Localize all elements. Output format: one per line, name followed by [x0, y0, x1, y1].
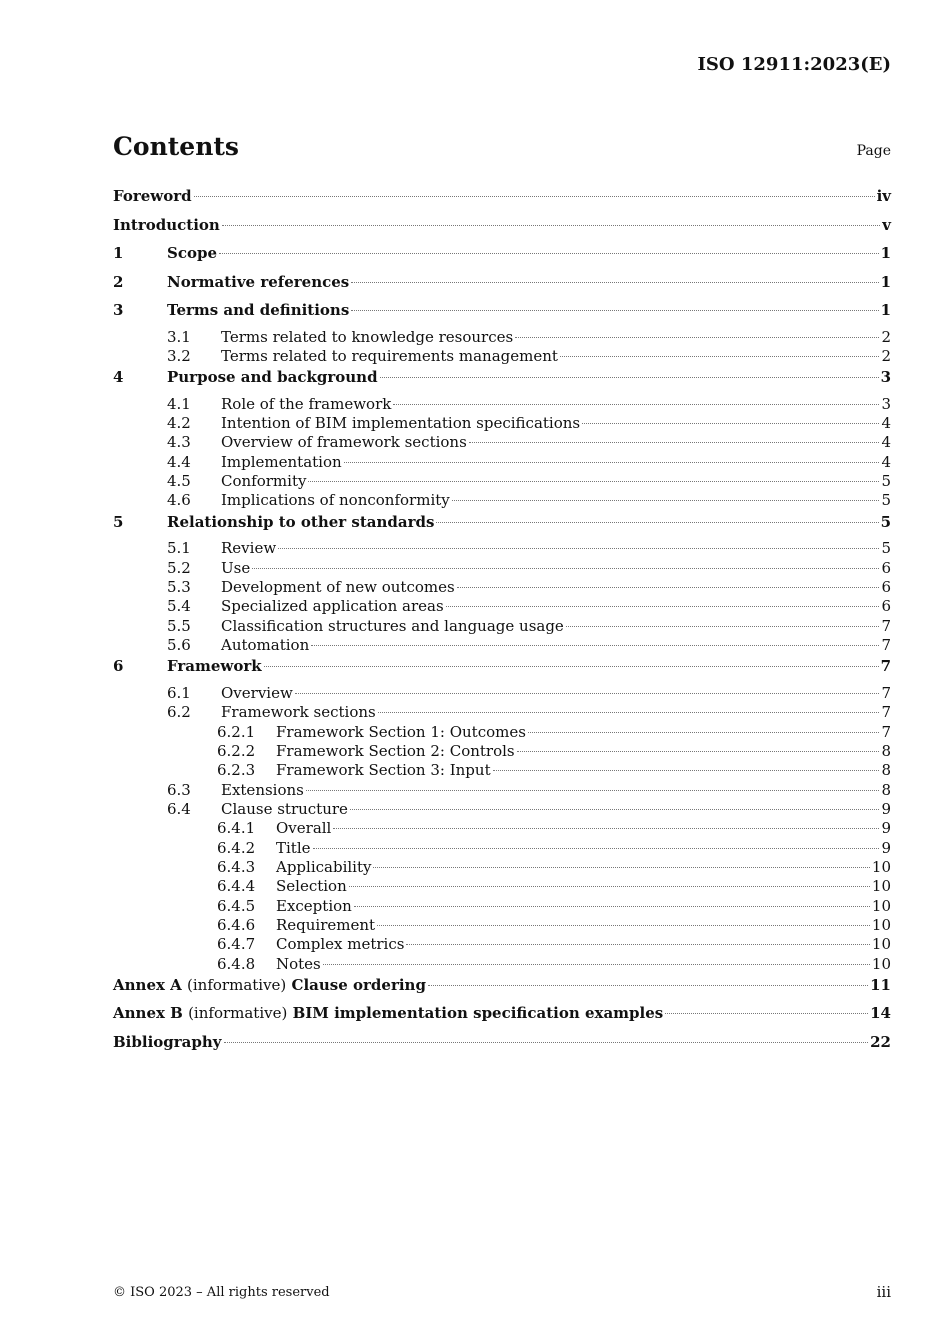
toc-entry[interactable] [113, 539, 891, 558]
toc-entry-page: 8 [881, 761, 891, 780]
toc-entry[interactable] [113, 453, 891, 472]
toc-entry-number: 6.2.1 [217, 722, 256, 741]
dot-leader [306, 790, 880, 791]
toc-entry[interactable] [113, 433, 891, 452]
toc-entry[interactable] [113, 472, 891, 491]
toc-entry-number: 5.3 [167, 577, 191, 596]
toc-entry-title: Framework Section 2: Controls [276, 741, 515, 760]
toc-entry-number: 4.2 [167, 414, 191, 433]
dot-leader [351, 310, 878, 311]
dot-leader [350, 809, 880, 810]
toc-entry-title: Specialized application areas [221, 597, 444, 616]
toc-entry-title: Framework Section 1: Outcomes [276, 722, 526, 741]
toc-entry-number: 6.2 [167, 703, 191, 722]
toc-entry-title: Role of the framework [221, 394, 392, 413]
toc-entry[interactable] [113, 935, 891, 954]
toc-entry-page: 3 [881, 394, 891, 413]
toc-entry-number: 6.4.1 [217, 819, 256, 838]
toc-entry[interactable] [113, 974, 891, 1003]
toc-entry-number: 3 [113, 301, 124, 319]
toc-entry-page: 3 [880, 368, 891, 387]
toc-entry[interactable] [113, 271, 891, 300]
annex-label: Annex A [113, 975, 182, 994]
toc-entry-number: 2 [113, 272, 124, 291]
toc-entry[interactable] [113, 897, 891, 916]
dot-leader [224, 1042, 869, 1043]
toc-entry-title: Overall [276, 819, 332, 838]
toc-entry-number: 4 [113, 368, 124, 387]
toc-entry-title: Extensions [221, 780, 304, 799]
toc-entry-page: 9 [881, 838, 891, 857]
toc-entry-title: Use [221, 558, 251, 577]
toc-entry-title: Normative references [167, 272, 350, 291]
toc-entry-title: Purpose and background [167, 368, 378, 387]
toc-entry-title: Complex metrics [276, 935, 405, 954]
dot-leader [528, 732, 880, 733]
toc-entry-number: 6.4.8 [217, 954, 256, 973]
toc-entry-title: Development of new outcomes [221, 577, 455, 596]
toc-entry-title: Terms related to knowledge resources [221, 327, 514, 346]
toc-entry[interactable] [113, 347, 891, 366]
dot-leader [278, 548, 879, 549]
toc-entry-number: 4.5 [167, 472, 191, 491]
toc-entry-page: 5 [880, 512, 891, 531]
toc-entry-title: Automation [221, 635, 310, 654]
dot-leader [344, 462, 880, 463]
toc-entry-title: Exception [276, 896, 352, 915]
toc-entry-page: 7 [880, 657, 891, 676]
toc-entry-title: Title [276, 838, 311, 857]
toc-entry-title: Framework Section 3: Input [276, 761, 491, 780]
dot-leader [582, 423, 879, 424]
toc-entry-number: 4.4 [167, 452, 191, 471]
dot-leader [665, 1013, 868, 1014]
toc-entry-page: 10 [871, 954, 891, 973]
toc-entry[interactable] [113, 242, 891, 271]
dot-leader [378, 712, 880, 713]
toc-entry-number: 4.3 [167, 433, 191, 452]
toc-entry-title: Review [221, 539, 277, 558]
toc-entry[interactable] [113, 299, 891, 328]
toc-entry-number: 5 [113, 512, 124, 531]
toc-entry-page: 6 [881, 577, 891, 596]
toc-entry[interactable] [113, 366, 891, 395]
dot-leader [351, 282, 878, 283]
toc-entry-title: Applicability [276, 857, 372, 876]
toc-entry-title [113, 975, 426, 995]
toc-entry[interactable] [113, 684, 891, 703]
dot-leader [457, 587, 880, 588]
dot-leader [566, 626, 880, 627]
copyright-notice: © ISO 2023 – All rights reserved [113, 1285, 330, 1300]
toc-entry[interactable] [113, 858, 891, 877]
toc-entry-number: 3.2 [167, 346, 191, 365]
toc-entry-title: Terms related to requirements management [221, 346, 558, 365]
dot-leader [428, 985, 868, 986]
toc-entry[interactable] [113, 185, 891, 214]
dot-leader [373, 867, 869, 868]
toc-entry[interactable] [113, 839, 891, 858]
toc-entry-title: Implications of nonconformity [221, 491, 450, 510]
toc-entry-page: 14 [870, 1004, 891, 1023]
toc-entry[interactable] [113, 578, 891, 597]
toc-entry[interactable] [113, 395, 891, 414]
toc-entry-number: 6.1 [167, 683, 191, 702]
toc-entry-page: 9 [881, 799, 891, 818]
dot-leader [311, 645, 879, 646]
toc-entry-title: Relationship to other standards [167, 512, 435, 531]
page-column-label: Page [856, 143, 891, 159]
toc-entry-page: 5 [881, 491, 891, 510]
toc-entry-title: Intention of BIM implementation specifications [221, 414, 581, 433]
annex-label: Annex B [113, 1004, 183, 1023]
dot-leader [377, 925, 870, 926]
toc-entry[interactable] [113, 819, 891, 838]
toc-entry[interactable] [113, 511, 891, 540]
toc-entry-page: 1 [880, 244, 891, 262]
toc-entry-page: v [882, 215, 891, 234]
toc-entry-page: 11 [870, 975, 891, 994]
toc-entry-title: Selection [276, 877, 347, 896]
toc-entry[interactable] [113, 491, 891, 510]
toc-entry-page: iv [876, 187, 891, 205]
toc-entry-page: 7 [881, 703, 891, 722]
annex-kind: (informative) [187, 975, 287, 994]
dot-leader [493, 770, 880, 771]
toc-entry-page: 6 [881, 558, 891, 577]
toc-entry-title: Framework sections [221, 703, 376, 722]
toc-entry-page: 10 [871, 935, 891, 954]
toc-entry-title: Framework [167, 657, 262, 676]
toc-entry-number: 5.4 [167, 597, 191, 616]
dot-leader [436, 522, 878, 523]
toc-entry-page: 7 [881, 635, 891, 654]
toc-entry[interactable] [113, 414, 891, 433]
table-of-contents [113, 185, 891, 1059]
toc-entry-number: 6.2.2 [217, 741, 256, 760]
toc-entry[interactable] [113, 597, 891, 616]
toc-entry-title [113, 1003, 663, 1023]
toc-entry[interactable] [113, 703, 891, 722]
toc-entry-title: Notes [276, 954, 321, 973]
toc-entry-title: Foreword [113, 187, 192, 205]
toc-entry-number: 6.4.3 [217, 857, 256, 876]
toc-entry-page: 1 [880, 272, 891, 291]
toc-entry[interactable] [113, 742, 891, 761]
toc-entry-number: 6.4.7 [217, 935, 256, 954]
toc-entry-number: 6.2.3 [217, 761, 256, 780]
toc-entry[interactable] [113, 636, 891, 655]
dot-leader [406, 944, 869, 945]
dot-leader [194, 196, 875, 197]
page-title: Contents [113, 132, 240, 161]
toc-entry[interactable] [113, 1031, 891, 1060]
toc-entry-number: 1 [113, 244, 124, 262]
dot-leader [354, 906, 870, 907]
toc-entry-number: 5.6 [167, 635, 191, 654]
toc-entry-title: Classification structures and language usage [221, 616, 564, 635]
toc-entry-title: Bibliography [113, 1032, 222, 1051]
toc-entry-number: 6 [113, 657, 124, 676]
toc-entry-number: 6.4.4 [217, 877, 256, 896]
dot-leader [323, 964, 870, 965]
dot-leader [469, 442, 880, 443]
dot-leader [380, 377, 879, 378]
annex-kind: (informative) [188, 1004, 288, 1023]
toc-entry-page: 6 [881, 597, 891, 616]
toc-entry-number: 4.6 [167, 491, 191, 510]
toc-entry[interactable] [113, 1002, 891, 1031]
toc-entry-number: 6.4.5 [217, 896, 256, 915]
dot-leader [452, 500, 880, 501]
toc-entry[interactable] [113, 214, 891, 243]
dot-leader [333, 828, 879, 829]
toc-entry-title: Introduction [113, 215, 220, 234]
toc-entry-title: Overview [221, 683, 293, 702]
toc-entry[interactable] [113, 617, 891, 636]
toc-entry-number: 6.4 [167, 799, 191, 818]
toc-entry-title: Conformity [221, 472, 307, 491]
toc-entry-page: 4 [881, 452, 891, 471]
toc-entry-page: 10 [871, 896, 891, 915]
toc-entry[interactable] [113, 916, 891, 935]
dot-leader [515, 337, 879, 338]
toc-entry-title: Requirement [276, 915, 376, 934]
toc-entry-page: 9 [881, 819, 891, 838]
dot-leader [308, 481, 879, 482]
toc-entry-page: 10 [871, 915, 891, 934]
toc-entry[interactable] [113, 723, 891, 742]
dot-leader [313, 848, 880, 849]
toc-entry-page: 2 [881, 327, 891, 346]
toc-entry-page: 8 [881, 741, 891, 760]
toc-entry-number: 6.4.6 [217, 915, 256, 934]
toc-entry-page: 1 [880, 301, 891, 319]
toc-entry-page: 2 [881, 346, 891, 365]
dot-leader [264, 666, 879, 667]
dot-leader [560, 356, 880, 357]
document-id: ISO 12911:2023(E) [697, 54, 891, 75]
toc-entry-title: Overview of framework sections [221, 433, 467, 452]
toc-entry-number: 5.5 [167, 616, 191, 635]
page-number: iii [876, 1283, 891, 1301]
toc-entry[interactable] [113, 877, 891, 896]
toc-entry-number: 6.4.2 [217, 838, 256, 857]
toc-entry[interactable] [113, 328, 891, 347]
toc-entry[interactable] [113, 955, 891, 974]
toc-entry-page: 4 [881, 414, 891, 433]
dot-leader [219, 253, 879, 254]
toc-entry-page: 4 [881, 433, 891, 452]
toc-entry[interactable] [113, 761, 891, 780]
toc-entry-number: 5.1 [167, 539, 191, 558]
toc-entry[interactable] [113, 655, 891, 684]
toc-entry-number: 5.2 [167, 558, 191, 577]
toc-entry-title: Clause structure [221, 799, 348, 818]
toc-entry-number: 6.3 [167, 780, 191, 799]
toc-entry-page: 10 [871, 877, 891, 896]
toc-entry-page: 22 [870, 1032, 891, 1051]
toc-entry-page: 8 [881, 780, 891, 799]
toc-entry-page: 5 [881, 539, 891, 558]
dot-leader [517, 751, 880, 752]
toc-entry-page: 7 [881, 683, 891, 702]
dot-leader [446, 606, 880, 607]
toc-entry-title: Implementation [221, 452, 342, 471]
toc-entry-title: Scope [167, 244, 218, 262]
toc-entry-page: 7 [881, 722, 891, 741]
annex-title: BIM implementation specification examples [292, 1004, 664, 1023]
toc-entry-page: 7 [881, 616, 891, 635]
toc-entry-number: 3.1 [167, 327, 191, 346]
toc-entry[interactable] [113, 781, 891, 800]
dot-leader [393, 404, 879, 405]
toc-entry-page: 5 [881, 472, 891, 491]
dot-leader [222, 225, 880, 226]
annex-title: Clause ordering [291, 975, 426, 994]
toc-entry[interactable] [113, 559, 891, 578]
dot-leader [252, 568, 879, 569]
toc-entry[interactable] [113, 800, 891, 819]
toc-entry-number: 4.1 [167, 394, 191, 413]
toc-entry-page: 10 [871, 857, 891, 876]
dot-leader [295, 693, 880, 694]
dot-leader [349, 886, 870, 887]
toc-entry-title: Terms and definitions [167, 301, 350, 319]
